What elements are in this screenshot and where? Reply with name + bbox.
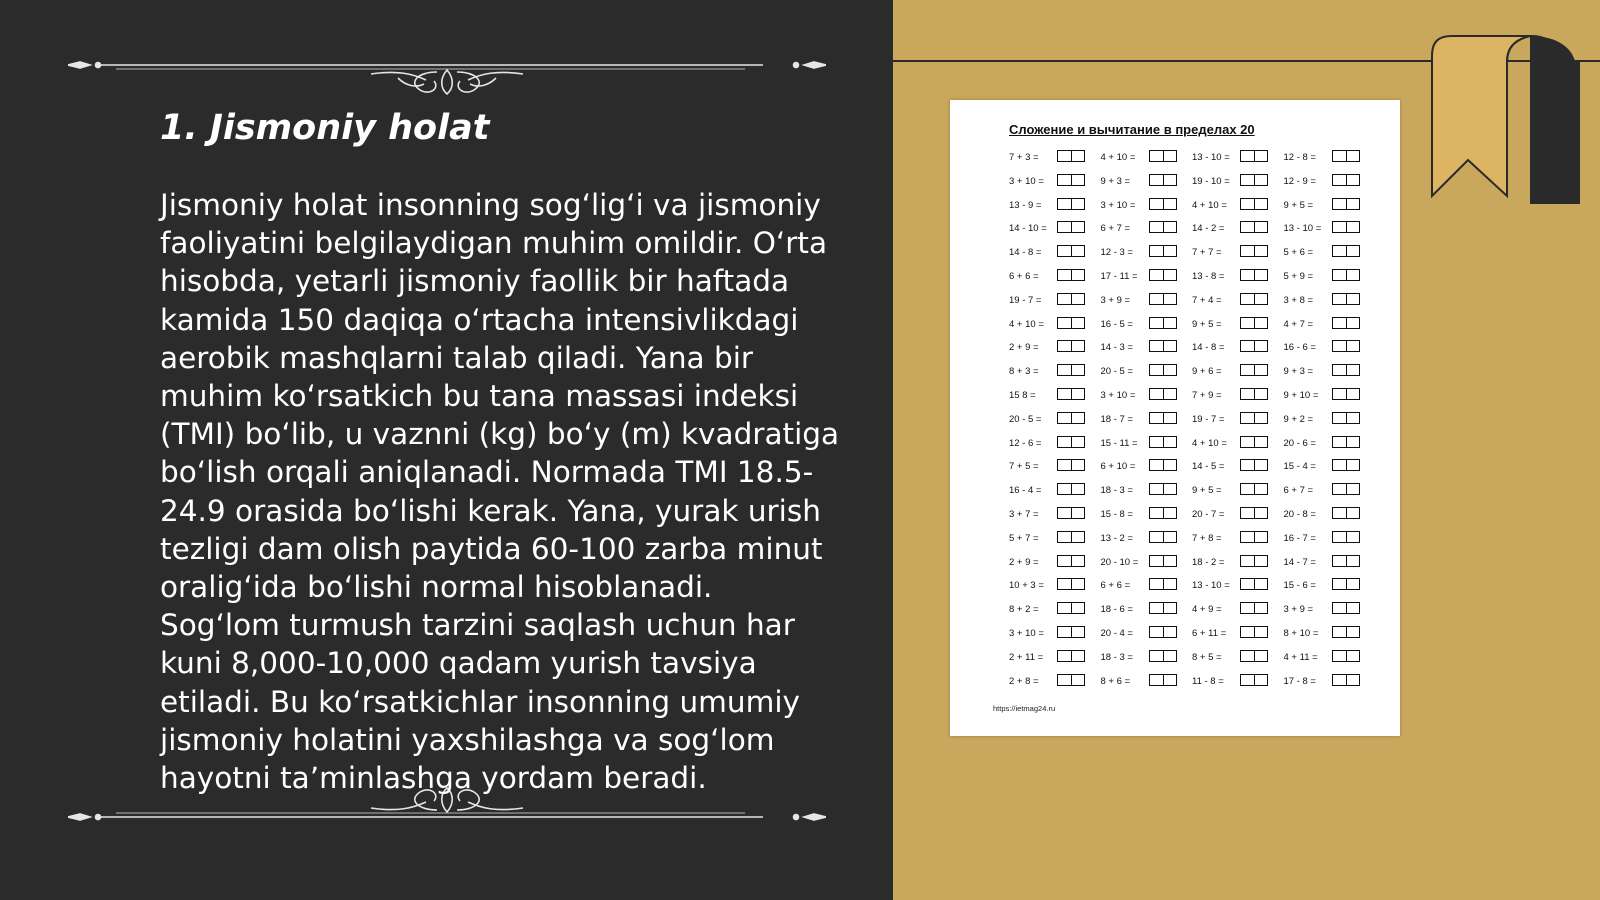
answer-box: [1149, 555, 1177, 567]
problem-expression: 16 - 4 =: [1009, 485, 1042, 497]
answer-box: [1332, 602, 1360, 614]
worksheet-problem: [1284, 553, 1376, 577]
answer-box: [1332, 388, 1360, 400]
problem-expression: 20 - 5 =: [1100, 366, 1133, 378]
problem-expression: 9 + 3 =: [1283, 366, 1314, 378]
worksheet-problem: [1101, 434, 1193, 458]
worksheet-problem: [1009, 362, 1101, 386]
worksheet-footer: https://ietmag24.ru: [993, 704, 1056, 713]
ornament-divider-icon: [68, 50, 826, 96]
answer-box: [1057, 674, 1085, 686]
problem-expression: 3 + 10 =: [1009, 175, 1044, 187]
worksheet-problem: [1192, 505, 1284, 529]
problem-expression: 15 - 6 =: [1283, 580, 1316, 592]
worksheet-problem: [1284, 219, 1376, 243]
answer-box: [1149, 674, 1177, 686]
problem-expression: 6 + 7 =: [1283, 485, 1314, 497]
answer-box: [1149, 221, 1177, 233]
worksheet-problem: [1284, 505, 1376, 529]
answer-box: [1332, 531, 1360, 543]
answer-box: [1149, 626, 1177, 638]
problem-expression: 12 - 9 =: [1283, 175, 1316, 187]
answer-box: [1332, 317, 1360, 329]
problem-expression: 14 - 8 =: [1009, 247, 1042, 259]
answer-box: [1332, 674, 1360, 686]
worksheet-problem: [1284, 243, 1376, 267]
problem-expression: 7 + 8 =: [1192, 532, 1222, 544]
problem-expression: 15 - 4 =: [1283, 461, 1316, 473]
problem-expression: 12 - 6 =: [1009, 437, 1042, 449]
worksheet-problem: [1192, 386, 1284, 410]
answer-box: [1240, 507, 1268, 519]
answer-box: [1240, 340, 1268, 352]
problem-expression: 9 + 5 =: [1192, 318, 1222, 330]
problem-expression: 9 + 2 =: [1283, 413, 1314, 425]
worksheet-problem: [1101, 219, 1193, 243]
problem-expression: 13 - 10 =: [1283, 223, 1322, 235]
answer-box: [1057, 555, 1085, 567]
problem-expression: 3 + 7 =: [1009, 508, 1039, 520]
problem-expression: 9 + 6 =: [1192, 366, 1222, 378]
worksheet-problem: [1009, 172, 1101, 196]
problem-expression: 4 + 10 =: [1009, 318, 1044, 330]
worksheet-problem: [1192, 148, 1284, 172]
worksheet-problem: [1101, 338, 1193, 362]
worksheet-problem: [1101, 648, 1193, 672]
problem-expression: 3 + 10 =: [1009, 627, 1044, 639]
answer-box: [1332, 364, 1360, 376]
answer-box: [1149, 340, 1177, 352]
worksheet-problem: [1101, 624, 1193, 648]
problem-expression: 15 8 =: [1009, 389, 1036, 401]
worksheet-image: [950, 100, 1400, 736]
worksheet-problem: [1192, 362, 1284, 386]
problem-expression: 9 + 5 =: [1192, 485, 1222, 497]
problem-expression: 4 + 10 =: [1192, 437, 1227, 449]
problem-expression: 4 + 10 =: [1100, 152, 1136, 163]
answer-box: [1240, 293, 1268, 305]
worksheet-problem: [1101, 172, 1193, 196]
worksheet-problem: [1192, 457, 1284, 481]
problem-expression: 11 - 8 =: [1192, 675, 1224, 687]
problem-expression: 14 - 5 =: [1192, 461, 1225, 473]
worksheet-problem: [1009, 410, 1101, 434]
answer-box: [1240, 531, 1268, 543]
problem-expression: 3 + 9 =: [1283, 604, 1314, 616]
answer-box: [1332, 459, 1360, 471]
problem-expression: 2 + 9 =: [1009, 556, 1039, 568]
worksheet-problem: [1101, 315, 1193, 339]
answer-box: [1057, 483, 1085, 495]
problem-expression: 6 + 6 =: [1009, 270, 1039, 282]
worksheet-problem: [1284, 196, 1376, 220]
answer-box: [1057, 269, 1085, 281]
answer-box: [1149, 317, 1177, 329]
answer-box: [1332, 174, 1360, 186]
problem-expression: 7 + 3 =: [1009, 152, 1039, 163]
answer-box: [1057, 459, 1085, 471]
worksheet-problem: [1101, 267, 1193, 291]
answer-box: [1057, 507, 1085, 519]
worksheet-problem: [1009, 315, 1101, 339]
worksheet-problem: [1101, 386, 1193, 410]
problem-expression: 19 - 7 =: [1192, 413, 1225, 425]
answer-box: [1057, 388, 1085, 400]
worksheet-problem: [1284, 410, 1376, 434]
problem-expression: 4 + 10 =: [1192, 199, 1227, 211]
problem-expression: 8 + 10 =: [1283, 627, 1319, 639]
worksheet-problem: [1284, 624, 1376, 648]
worksheet-problem: [1101, 148, 1193, 172]
worksheet-problem: [1192, 267, 1284, 291]
answer-box: [1149, 483, 1177, 495]
slide-body-text: Jismoniy holat insonning sog‘lig‘i va jismoniy faoliyatini belgilaydigan muhim omildir. O‘rta hisobda, yetarli jismoniy faollik bir haftada kamida 150 daqiqa o‘rtacha intensivlikdagi aerobik mashqlarni talab qiladi. Yana bir muhim ko‘rsatkich bu tana massasi indeksi (TMI) bo‘lib, u vaznni (kg) bo‘y (m) kvadratiga bo‘lish orqali aniqlanadi. Normada TMI 18.5-24.9 orasida bo‘lishi kerak. Yana, yurak urish tezligi dam olish paytida 60-100 zarba minut oralig‘ida bo‘lishi normal hisoblanadi. Sog‘lom turmush tarzini saqlash uchun har kuni 8,000-10,000 qadam yurish tavsiya etiladi. Bu ko‘rsatkichlar insonning umumiy jismoniy holatini yaxshilashga va sog‘lom hayotni ta’minlashga yordam beradi.: [160, 188, 840, 796]
answer-box: [1057, 531, 1085, 543]
problem-expression: 5 + 7 =: [1009, 532, 1039, 544]
problem-expression: 3 + 9 =: [1100, 294, 1131, 306]
problem-expression: 9 + 3 =: [1100, 175, 1131, 187]
answer-box: [1149, 436, 1177, 448]
worksheet-problem: [1284, 338, 1376, 362]
answer-box: [1149, 150, 1177, 162]
worksheet-problem: [1192, 434, 1284, 458]
problem-expression: 13 - 9 =: [1009, 199, 1042, 211]
worksheet-problem: [1101, 243, 1193, 267]
answer-box: [1240, 388, 1268, 400]
problem-expression: 18 - 7 =: [1100, 413, 1133, 425]
answer-box: [1332, 221, 1360, 233]
answer-box: [1332, 436, 1360, 448]
worksheet-problem: [1009, 434, 1101, 458]
problem-expression: 17 - 11 =: [1100, 270, 1138, 282]
worksheet-problem: [1192, 219, 1284, 243]
problem-expression: 19 - 7 =: [1009, 294, 1042, 306]
worksheet-problem: [1009, 481, 1101, 505]
worksheet-problem: [1284, 457, 1376, 481]
worksheet-problem: [1009, 219, 1101, 243]
worksheet-problem: [1009, 624, 1101, 648]
worksheet-problem: [1192, 338, 1284, 362]
worksheet-problem: [1009, 196, 1101, 220]
worksheet-problem: [1284, 648, 1376, 672]
answer-box: [1149, 269, 1177, 281]
answer-box: [1149, 459, 1177, 471]
worksheet-problem: [1192, 291, 1284, 315]
answer-box: [1332, 340, 1360, 352]
problem-expression: 7 + 4 =: [1192, 294, 1222, 306]
worksheet-problem: [1009, 505, 1101, 529]
answer-box: [1332, 555, 1360, 567]
answer-box: [1240, 626, 1268, 638]
worksheet-problem: [1284, 291, 1376, 315]
problem-expression: 15 - 8 =: [1100, 508, 1133, 520]
worksheet-problem: [1009, 553, 1101, 577]
worksheet-problem: [1284, 434, 1376, 458]
answer-box: [1240, 150, 1268, 162]
problem-expression: 3 + 10 =: [1100, 389, 1136, 401]
worksheet-problem: [1101, 505, 1193, 529]
worksheet-problem: [1009, 243, 1101, 267]
answer-box: [1057, 150, 1085, 162]
answer-box: [1057, 293, 1085, 305]
answer-box: [1240, 555, 1268, 567]
problem-expression: 18 - 6 =: [1100, 604, 1133, 616]
worksheet-problem: [1101, 600, 1193, 624]
worksheet-problem: [1101, 529, 1193, 553]
problem-expression: 16 - 5 =: [1100, 318, 1133, 330]
answer-box: [1149, 507, 1177, 519]
worksheet-problem: [1192, 576, 1284, 600]
problem-expression: 20 - 10 =: [1100, 556, 1139, 568]
problem-expression: 9 + 10 =: [1283, 389, 1319, 401]
worksheet-problem: [1101, 481, 1193, 505]
worksheet-problem: [1101, 291, 1193, 315]
problem-expression: 20 - 7 =: [1192, 508, 1225, 520]
problem-expression: 13 - 2 =: [1100, 532, 1133, 544]
problem-expression: 14 - 3 =: [1100, 342, 1133, 354]
answer-box: [1240, 317, 1268, 329]
problem-expression: 7 + 5 =: [1009, 461, 1039, 473]
worksheet-problem: [1284, 529, 1376, 553]
answer-box: [1057, 578, 1085, 590]
worksheet-problem: [1284, 315, 1376, 339]
worksheet-problem: [1192, 410, 1284, 434]
answer-box: [1240, 269, 1268, 281]
problem-expression: 17 - 8 =: [1283, 675, 1316, 687]
worksheet-problem: [1009, 600, 1101, 624]
problem-expression: 18 - 2 =: [1192, 556, 1225, 568]
worksheet-problem: [1192, 624, 1284, 648]
answer-box: [1240, 221, 1268, 233]
problem-expression: 6 + 10 =: [1100, 461, 1136, 473]
answer-box: [1332, 245, 1360, 257]
problem-expression: 6 + 7 =: [1100, 223, 1131, 235]
answer-box: [1057, 650, 1085, 662]
worksheet-problem: [1009, 672, 1101, 696]
worksheet-problem: [1009, 386, 1101, 410]
problem-expression: 6 + 11 =: [1192, 627, 1227, 639]
problem-expression: 8 + 2 =: [1009, 604, 1039, 616]
answer-box: [1332, 578, 1360, 590]
answer-box: [1240, 578, 1268, 590]
answer-box: [1149, 578, 1177, 590]
problem-expression: 8 + 6 =: [1100, 675, 1131, 687]
problem-expression: 2 + 11 =: [1009, 651, 1044, 663]
bookmark-ribbon-icon: [1430, 34, 1600, 204]
answer-box: [1149, 174, 1177, 186]
answer-box: [1057, 412, 1085, 424]
worksheet-problem: [1009, 529, 1101, 553]
answer-box: [1149, 293, 1177, 305]
answer-box: [1057, 436, 1085, 448]
answer-box: [1240, 436, 1268, 448]
problem-expression: 16 - 7 =: [1283, 532, 1316, 544]
problem-expression: 2 + 9 =: [1009, 342, 1039, 354]
problem-expression: 20 - 8 =: [1283, 508, 1316, 520]
problem-expression: 14 - 7 =: [1283, 556, 1316, 568]
answer-box: [1332, 507, 1360, 519]
worksheet-problem: [1192, 315, 1284, 339]
worksheet-problem: [1284, 576, 1376, 600]
answer-box: [1240, 483, 1268, 495]
worksheet-problem: [1284, 172, 1376, 196]
problem-expression: 18 - 3 =: [1100, 485, 1133, 497]
worksheet-problem: [1101, 457, 1193, 481]
problem-expression: 14 - 8 =: [1192, 342, 1225, 354]
worksheet-problem: [1284, 362, 1376, 386]
problem-expression: 15 - 11 =: [1100, 437, 1138, 449]
answer-box: [1240, 459, 1268, 471]
answer-box: [1149, 245, 1177, 257]
answer-box: [1149, 650, 1177, 662]
answer-box: [1057, 602, 1085, 614]
worksheet-problem: [1192, 529, 1284, 553]
worksheet-problem: [1009, 338, 1101, 362]
worksheet-problem: [1192, 243, 1284, 267]
problem-expression: 12 - 8 =: [1283, 152, 1316, 163]
worksheet-problem: [1284, 672, 1376, 696]
worksheet-title: Сложение и вычитание в пределах 20: [1009, 122, 1255, 137]
worksheet-problem: [1192, 481, 1284, 505]
answer-box: [1057, 364, 1085, 376]
worksheet-problem: [1101, 576, 1193, 600]
problem-expression: 5 + 9 =: [1283, 270, 1314, 282]
answer-box: [1057, 174, 1085, 186]
problem-expression: 4 + 11 =: [1283, 651, 1318, 663]
answer-box: [1057, 317, 1085, 329]
problem-expression: 14 - 10 =: [1009, 223, 1047, 235]
answer-box: [1240, 650, 1268, 662]
problem-expression: 7 + 9 =: [1192, 389, 1222, 401]
answer-box: [1240, 674, 1268, 686]
worksheet-problem: [1284, 481, 1376, 505]
worksheet-problem: [1192, 553, 1284, 577]
problem-expression: 16 - 6 =: [1283, 342, 1316, 354]
answer-box: [1332, 198, 1360, 210]
answer-box: [1057, 245, 1085, 257]
worksheet-problem: [1284, 600, 1376, 624]
worksheet-problem: [1101, 410, 1193, 434]
problem-expression: 3 + 10 =: [1100, 199, 1136, 211]
worksheet-problem: [1192, 600, 1284, 624]
answer-box: [1149, 602, 1177, 614]
answer-box: [1332, 293, 1360, 305]
problem-expression: 18 - 3 =: [1100, 651, 1133, 663]
answer-box: [1332, 150, 1360, 162]
problem-expression: 20 - 6 =: [1283, 437, 1316, 449]
answer-box: [1240, 198, 1268, 210]
answer-box: [1240, 174, 1268, 186]
problem-expression: 4 + 7 =: [1283, 318, 1314, 330]
worksheet-problem: [1009, 267, 1101, 291]
worksheet-problem: [1284, 267, 1376, 291]
worksheet-problem: [1284, 386, 1376, 410]
answer-box: [1332, 650, 1360, 662]
worksheet-problem: [1101, 672, 1193, 696]
problem-expression: 7 + 7 =: [1192, 247, 1222, 259]
worksheet-problem: [1101, 362, 1193, 386]
answer-box: [1149, 531, 1177, 543]
answer-box: [1149, 364, 1177, 376]
problem-expression: 8 + 3 =: [1009, 366, 1039, 378]
answer-box: [1332, 412, 1360, 424]
problem-expression: 9 + 5 =: [1283, 199, 1314, 211]
answer-box: [1240, 364, 1268, 376]
answer-box: [1240, 602, 1268, 614]
answer-box: [1057, 198, 1085, 210]
problem-expression: 4 + 9 =: [1192, 604, 1222, 616]
worksheet-problem: [1101, 196, 1193, 220]
worksheet-problem: [1009, 148, 1101, 172]
worksheet-problem: [1192, 672, 1284, 696]
problem-expression: 6 + 6 =: [1100, 580, 1131, 592]
problem-expression: 3 + 8 =: [1283, 294, 1314, 306]
answer-box: [1240, 245, 1268, 257]
worksheet-problem: [1009, 457, 1101, 481]
worksheet-problem: [1009, 291, 1101, 315]
answer-box: [1332, 483, 1360, 495]
worksheet-problem: [1192, 648, 1284, 672]
worksheet-grid: [1009, 148, 1389, 695]
answer-box: [1057, 221, 1085, 233]
answer-box: [1149, 388, 1177, 400]
problem-expression: 19 - 10 =: [1192, 175, 1230, 187]
problem-expression: 8 + 5 =: [1192, 651, 1222, 663]
worksheet-problem: [1192, 196, 1284, 220]
answer-box: [1240, 412, 1268, 424]
slide-title: 1. Jismoniy holat: [160, 108, 490, 148]
worksheet-problem: [1009, 648, 1101, 672]
worksheet-problem: [1192, 172, 1284, 196]
worksheet-problem: [1009, 576, 1101, 600]
answer-box: [1149, 412, 1177, 424]
problem-expression: 13 - 10 =: [1192, 152, 1230, 163]
problem-expression: 12 - 3 =: [1100, 247, 1133, 259]
answer-box: [1149, 198, 1177, 210]
worksheet-problem: [1101, 553, 1193, 577]
answer-box: [1332, 269, 1360, 281]
answer-box: [1057, 340, 1085, 352]
problem-expression: 20 - 5 =: [1009, 413, 1042, 425]
problem-expression: 13 - 8 =: [1192, 270, 1225, 282]
answer-box: [1332, 626, 1360, 638]
problem-expression: 13 - 10 =: [1192, 580, 1230, 592]
problem-expression: 2 + 8 =: [1009, 675, 1039, 687]
answer-box: [1057, 626, 1085, 638]
problem-expression: 5 + 6 =: [1283, 247, 1314, 259]
problem-expression: 20 - 4 =: [1100, 627, 1133, 639]
worksheet-problem: [1284, 148, 1376, 172]
problem-expression: 14 - 2 =: [1192, 223, 1225, 235]
problem-expression: 10 + 3 =: [1009, 580, 1044, 592]
